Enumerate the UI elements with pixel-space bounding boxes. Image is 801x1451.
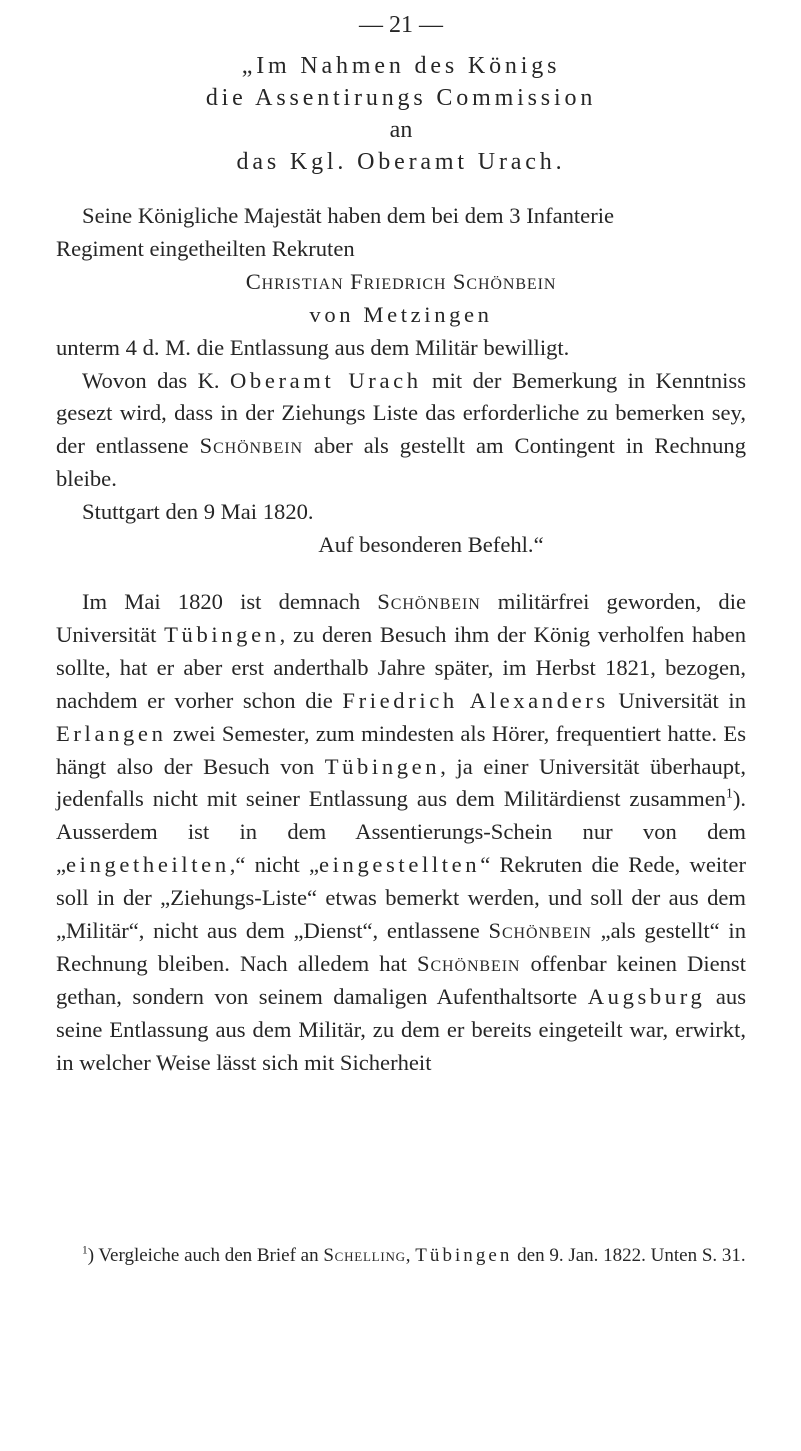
page-body <box>56 12 746 1080</box>
decree-closing: Auf besonderen Befehl.“ <box>318 532 544 558</box>
spacer <box>56 562 746 586</box>
decree-text <box>56 200 746 562</box>
decree-paragraph-3: Wovon das K. Oberamt Urach mit der Bemerkung in Kenntniss gesezt wird, dass in der Ziehungs Liste das erforderliche zu bemerken sey, der entlassene Schönbein aber als gestellt am Contingent in Rechnung bleibe. <box>56 367 746 492</box>
decree-paragraph-2: unterm 4 d. M. die Entlassung aus dem Militär bewilligt. <box>56 334 570 360</box>
main-text <box>56 586 746 1080</box>
header-line-3: an <box>389 117 413 143</box>
footnote-ref: 1 <box>726 785 733 801</box>
recruit-origin: von Metzingen <box>309 301 493 327</box>
main-paragraph: Im Mai 1820 ist demnach Schönbein militärfrei geworden, die Universität Tübingen, zu deren Besuch ihm der König verholfen haben sollte, hat er aber erst anderthalb Jahre später, im Herbst 1821, bezogen, nachdem er vorher schon die Friedrich Alexanders Universität in Erlangen zwei Semester, zum mindesten als Hörer, frequentiert hatte. Es hängt also der Besuch von Tübingen, ja einer Universität überhaupt, jedenfalls nicht mit seiner Entlassung aus dem Militärdienst zusammen$^1$). Ausserdem ist in dem Assentierungs-Schein nur von dem „eingetheilten,“ nicht „eingestellten“ Rekruten die Rede, weiter soll in der „Ziehungs-Liste“ etwas bemerkt werden, und soll der aus dem „Militär“, nicht aus dem „Dienst“, entlassene Schönbein „als gestellt“ in Rechnung bleiben. Nach alledem hat Schönbein offenbar keinen Dienst gethan, sondern von seinem damaligen Aufenthaltsorte Augsburg aus seine Entlassung aus dem Militär, zu dem er bereits eingeteilt war, erwirkt, in welcher Weise lässt sich mit Sicherheit <box>56 588 746 1075</box>
page-number: — 21 — <box>359 12 443 38</box>
decree-paragraph-1: Seine Königliche Majestät haben dem bei dem 3 Infanterie Regiment eingetheilten Rekruten <box>56 203 615 261</box>
footnote <box>56 1242 746 1270</box>
footnote-text: $^1$) Vergleiche auch den Brief an Schelling, Tübingen den 9. Jan. 1822. Unten S. 31. <box>82 1244 746 1266</box>
header-line-1: „Im Nahmen des Königs <box>241 53 561 79</box>
spacer <box>56 178 746 200</box>
decree-date: Stuttgart den 9 Mai 1820. <box>82 499 314 525</box>
header-line-2: die Assentirungs Commission <box>205 85 597 111</box>
recruit-name: Christian Friedrich Schönbein <box>245 268 557 294</box>
header-line-4: das Kgl. Oberamt Urach. <box>236 149 566 175</box>
